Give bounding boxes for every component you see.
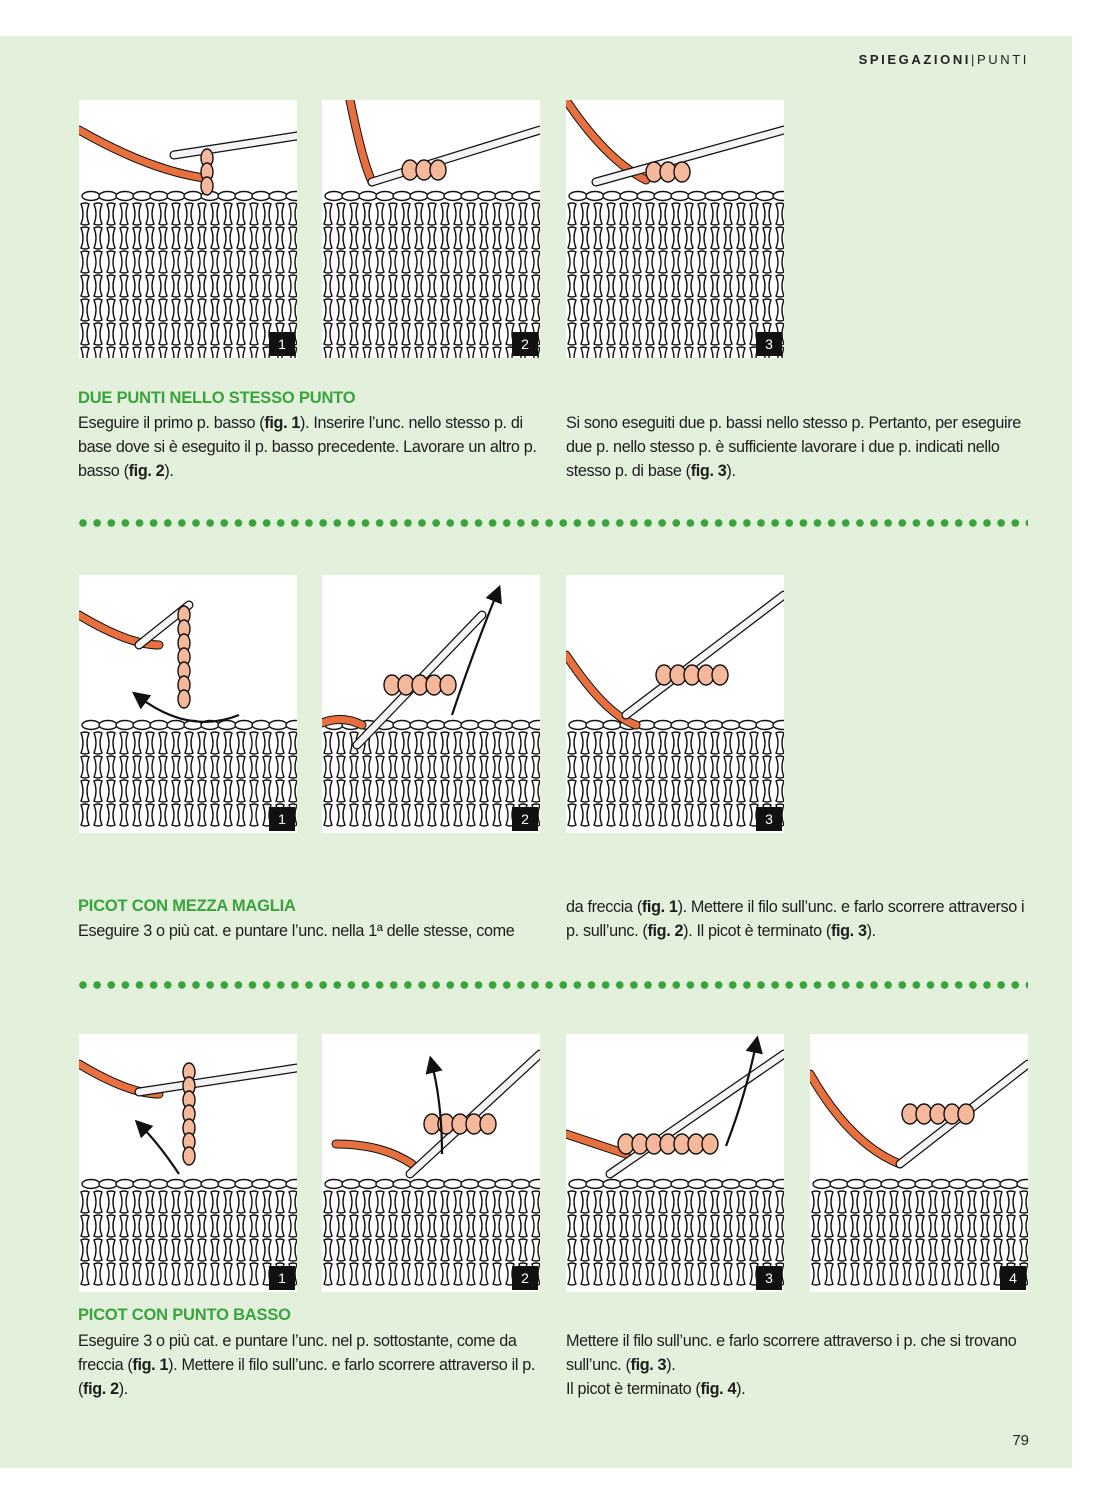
figure-number: 3 <box>756 332 782 356</box>
figure-reference: fig. 1 <box>264 414 301 432</box>
illustration-s3-fig3 <box>566 1034 784 1292</box>
figure-number: 2 <box>512 332 538 356</box>
text-s3-col2 <box>566 1329 1032 1401</box>
figure-number: 2 <box>512 807 538 831</box>
crochet-diagram <box>322 1034 540 1292</box>
page-number: 79 <box>1012 1432 1029 1449</box>
figure-number: 3 <box>756 1266 782 1290</box>
yarn-loops <box>201 149 213 195</box>
fabric-stitches <box>324 721 540 827</box>
figure-number: 1 <box>269 332 295 356</box>
crochet-hook <box>139 1068 297 1092</box>
yarn-loops <box>384 675 456 695</box>
text-s2-col2 <box>566 895 1032 943</box>
fabric-stitches <box>81 192 297 359</box>
crochet-diagram <box>566 575 784 833</box>
figure-reference: fig. 4 <box>700 1380 737 1398</box>
fabric-stitches <box>568 192 784 359</box>
text-s2-col1 <box>78 919 544 943</box>
dotted-divider <box>78 980 1028 992</box>
fabric-stitches <box>812 1180 1028 1286</box>
yarn-loops <box>646 162 690 182</box>
section-title-picot-mezza-maglia: PICOT CON MEZZA MAGLIA <box>78 897 296 915</box>
crochet-hook <box>372 130 540 182</box>
crochet-hook <box>626 595 784 715</box>
yarn-loops <box>902 1104 974 1124</box>
illustration-s1-fig3 <box>566 100 784 358</box>
paragraph: Eseguire il primo p. basso (fig. 1). Inserire l’unc. nello stesso p. di base dove si è eseguito il p. basso precedente. Lavorare un altro p. basso (fig. 2). <box>78 414 537 480</box>
running-head-divider: | <box>971 52 977 67</box>
fabric-stitches <box>81 1180 297 1286</box>
paragraph: Mettere il filo sull’unc. e farlo scorrere attraverso i p. che si trovano sull’unc. (fig. 3). Il picot è terminato (fig. 4). <box>566 1332 1017 1398</box>
yarn-loops <box>656 665 728 685</box>
illustration-s2-fig1 <box>79 575 297 833</box>
direction-arrow <box>452 593 497 715</box>
illustration-s2-fig3 <box>566 575 784 833</box>
figure-reference: fig. 2 <box>128 462 165 480</box>
fabric-stitches <box>568 721 784 827</box>
yarn-strand <box>810 1074 900 1164</box>
illustration-s3-fig2 <box>322 1034 540 1292</box>
fabric-stitches <box>324 192 540 359</box>
figure-reference: fig. 1 <box>641 898 678 916</box>
figure-number: 3 <box>756 807 782 831</box>
paragraph: Si sono eseguiti due p. bassi nello stesso p. Pertanto, per eseguire due p. nello stesso p. è sufficiente lavorare i due p. indicati nello stesso p. di base (fig. 3). <box>566 414 1021 480</box>
crochet-hook <box>610 1054 784 1174</box>
dotted-divider <box>78 518 1028 530</box>
paragraph: Eseguire 3 o più cat. e puntare l’unc. nel p. sottostante, come da freccia (fig. 1). Mettere il filo sull’unc. e farlo scorrere attraverso il p. (fig. 2). <box>78 1332 536 1398</box>
crochet-diagram <box>79 575 297 833</box>
yarn-loops <box>402 160 446 180</box>
illustration-s2-fig2 <box>322 575 540 833</box>
section-title-picot-punto-basso: PICOT CON PUNTO BASSO <box>78 1306 291 1324</box>
running-head <box>859 52 1029 67</box>
paragraph: Eseguire 3 o più cat. e puntare l’unc. nella 1ª delle stesse, come <box>78 922 515 940</box>
figure-reference: fig. 2 <box>83 1380 119 1398</box>
figure-number: 4 <box>1000 1266 1026 1290</box>
crochet-diagram <box>79 100 297 358</box>
figure-number: 1 <box>269 1266 295 1290</box>
crochet-diagram <box>79 1034 297 1292</box>
fabric-stitches <box>568 1180 784 1286</box>
figure-reference: fig. 3 <box>690 462 727 480</box>
running-head-section: SPIEGAZIONI <box>858 52 972 67</box>
crochet-hook <box>174 136 297 155</box>
yarn-loops <box>424 1114 496 1134</box>
figure-reference: fig. 1 <box>132 1356 169 1374</box>
figure-reference: fig. 2 <box>647 922 684 940</box>
figure-number: 2 <box>512 1266 538 1290</box>
fabric-stitches <box>81 721 297 827</box>
text-s1-col1 <box>78 411 544 483</box>
yarn-loops <box>183 1063 195 1165</box>
text-s1-col2 <box>566 411 1032 483</box>
figure-reference: fig. 3 <box>830 922 867 940</box>
fabric-stitches <box>324 1180 540 1286</box>
crochet-diagram <box>322 100 540 358</box>
yarn-loops <box>178 606 190 708</box>
illustration-s3-fig4 <box>810 1034 1028 1292</box>
crochet-diagram <box>566 1034 784 1292</box>
figure-reference: fig. 3 <box>630 1356 667 1374</box>
yarn-strand <box>566 1134 626 1154</box>
yarn-loops <box>618 1134 718 1154</box>
figure-number: 1 <box>269 807 295 831</box>
paragraph: da freccia (fig. 1). Mettere il filo sull’unc. e farlo scorrere attraverso i p. sull’unc. (fig. 2). Il picot è terminato (fig. 3). <box>566 898 1025 940</box>
crochet-diagram <box>566 100 784 358</box>
illustration-s3-fig1 <box>79 1034 297 1292</box>
illustration-s1-fig2 <box>322 100 540 358</box>
running-head-topic: PUNTI <box>977 52 1029 67</box>
yarn-strand <box>350 100 372 182</box>
section-title-due-punti: DUE PUNTI NELLO STESSO PUNTO <box>78 389 356 407</box>
crochet-diagram <box>322 575 540 833</box>
text-s3-col1 <box>78 1329 544 1401</box>
illustration-s1-fig1 <box>79 100 297 358</box>
crochet-diagram <box>810 1034 1028 1292</box>
direction-arrow <box>141 1126 179 1174</box>
yarn-strand <box>336 1144 412 1164</box>
